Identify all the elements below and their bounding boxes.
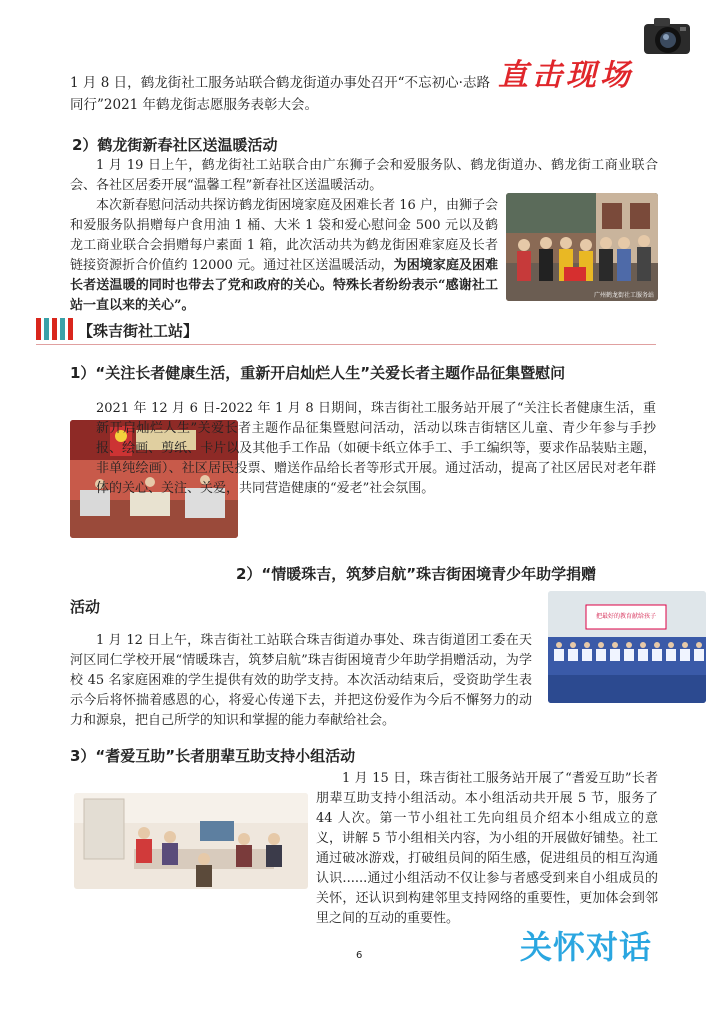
footer-brand: 关怀对话 — [520, 928, 653, 966]
zhuji1-text: 2021 年 12 月 6 日-2022 年 1 月 8 日期间，珠吉街社工服务站开展了“关注长者健康生活，重新开启灿烂人生”关爱长者主题作品征集暨慰问活动，活动以珠吉街辖区儿童、青少年参与手抄报、绘画、剪纸、卡片以及其他手工作品（如硬卡纸立体手工、手工编织等，要求作品装贴主题，非单纯绘画）、社区居民投票、赠送作品给长者等形式开展。通过活动，提高了社区居民对老年群体的关心、关注、关爱，共同营造健康的“爱老”社会氛围。 — [96, 401, 656, 496]
photo-banner-text: 把最好的教育献给孩子 — [595, 613, 656, 620]
zhuji3-photo-space — [70, 789, 316, 921]
section1-intro: 1 月 8 日，鹤龙街社工服务站联合鹤龙街道办事处召开“不忘初心·志路同行”2021 年鹤龙街志愿服务表彰大会。 — [70, 75, 490, 113]
zhuji2-heading-b: 活动 — [70, 598, 101, 616]
zhuji1-heading: 1）“关注长者健康生活，重新开启灿烂人生”关爱长者主题作品征集暨慰问 — [70, 364, 566, 382]
zhuji3-heading: 3）“耆爱互助”长者朋辈互助支持小组活动 — [70, 747, 356, 765]
page-number: 6 — [356, 950, 363, 961]
photo-warmth-visit — [506, 193, 658, 301]
section2-heading: 2）鹤龙街新春社区送温暖活动 — [72, 136, 278, 154]
section2-p2-text: 本次新春慰问活动共探访鹤龙街困境家庭及困难长者 16 户，由狮子会和爱服务队捐赠每户食用油 1 桶、大米 1 袋和爱心慰问金 500 元以及鹤龙工商业联合会捐赠每户素面 1 箱，此次活动共为鹤龙街困难家庭及长者链接资源折合价值约 12000 元。通过社区送温暖活动， — [70, 198, 498, 273]
station-label: 【珠吉街社工站】 — [78, 322, 199, 340]
section2-p1: 1 月 19 日上午，鹤龙街社工站联合由广东狮子会和爱服务队、鹤龙街道办、鹤龙街工商业联合会、各社区居委开展“温馨工程”新春社区送温暖活动。 — [70, 158, 658, 193]
camera-icon — [640, 12, 696, 60]
station-divider — [36, 344, 656, 345]
photo-caption: 广州鹤龙街社工服务站 — [593, 292, 654, 299]
zhuji3-text-block — [70, 769, 658, 929]
zhuji2-heading-a: 2）“情暖珠吉，筑梦启航”珠吉街困境青少年助学捐赠 — [236, 565, 597, 583]
zhuji2-text: 1 月 12 日上午，珠吉街社工站联合珠吉街道办事处、珠吉街道团工委在天河区同仁学校开展“情暖珠吉，筑梦启航”珠吉街困境青少年助学捐赠活动，为学校 45 名家庭困难的学生提供有效的助学支持。本次活动结束后，受资助学生表示今后将怀揣着感恩的心，将爱心传递下去，并把这份爱作为今后不懈努力的动力和源泉，把自己所学的知识和掌握的能力奉献给社会。 — [70, 633, 532, 728]
photo-student-donation — [548, 591, 706, 703]
header-brand: 直击现场 — [498, 58, 634, 93]
section2-p2-bold: 为困境家庭及困难长者送温暖的同时也带去了党和政府的关心。特殊长者纷纷表示“感谢社工站一直以来的关心”。 — [70, 258, 498, 313]
section2-p2 — [70, 196, 498, 316]
station-stripes — [36, 318, 76, 340]
zhuji3-paragraph: 1 月 15 日，珠吉街社工服务站开展了“耆爱互助”长者朋辈互助支持小组活动。本小组活动共开展 5 节，服务了 44 人次。第一节小组社工先向组员介绍本小组成立的意义，讲解 5 节小组相关内容，为小组的开展做好铺垫。社工通过破冰游戏，打破组员间的陌生感，促进组员的相互沟通认识......通过小组活动不仅让参与者感受到来自小组成员的关怀，还认识到构建邻里支持网络的重要性，更加体会到邻里之间的互动的重要性。 — [316, 771, 658, 926]
